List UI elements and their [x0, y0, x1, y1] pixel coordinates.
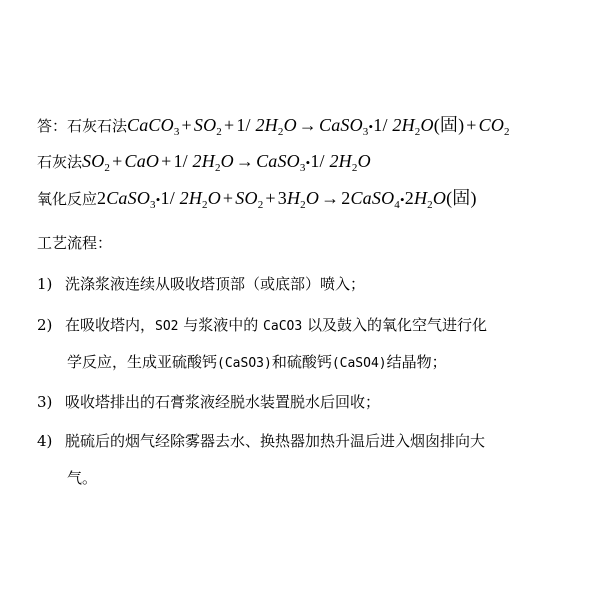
- list-text: 与浆液中的: [178, 316, 264, 334]
- list-text: 学反应，生成亚硫酸钙: [67, 353, 218, 371]
- list-text: 洗涤浆液连续从吸收塔顶部（或底部）喷入；: [65, 275, 366, 293]
- so2-term: SO2: [155, 319, 179, 334]
- list-item-4-continuation: [67, 471, 97, 486]
- list-number: 2): [37, 316, 53, 334]
- caso3-term: (CaSO3): [217, 356, 272, 371]
- list-item-4: [37, 434, 485, 449]
- caso4-term: (CaSO4): [331, 356, 387, 371]
- list-text: 气。: [67, 469, 98, 487]
- caco3-term: CaCO3: [263, 319, 303, 334]
- list-text: 和硫酸钙: [271, 353, 332, 371]
- limestone-equation: CaCO$_3$ + $SO_2 + 1/$ $2H_2O$ → CaSO$_3$•1/ $2H_2O$(固) + $CO_2$: [127, 115, 510, 138]
- lime-equation: $SO_2$ + CaO + 1/ $2H_2O$ → CaSO$_3$•1/ $2H_2O$: [82, 151, 371, 174]
- list-item-3: [37, 395, 380, 410]
- limestone-method-label: 答：石灰石法: [37, 117, 128, 135]
- oxidation-label: 氧化反应: [37, 190, 98, 208]
- equation-lime: [37, 151, 371, 174]
- list-item-2-continuation: [67, 355, 447, 370]
- list-text: 结晶物；: [386, 353, 447, 371]
- list-number: 1): [37, 275, 53, 293]
- equation-limestone: [37, 115, 510, 138]
- equation-oxidation: [37, 188, 477, 211]
- oxidation-equation: 2CaSO$_3$•1/ $2H_2O + SO_2 + 3H_2O$ → $2CaSO_4•2H_2O$(固): [97, 188, 477, 211]
- process-heading: 工艺流程：: [37, 234, 113, 252]
- list-number: 4): [37, 432, 53, 450]
- list-text: 脱硫后的烟气经除雾器去水、换热器加热升温后进入烟囱排向大: [65, 432, 486, 450]
- list-item-2: [37, 318, 487, 333]
- lime-method-label: 石灰法: [37, 153, 83, 171]
- list-text: 吸收塔排出的石膏浆液经脱水装置脱水后回收；: [65, 393, 381, 411]
- list-text: 以及鼓入的氧化空气进行化: [302, 316, 487, 334]
- list-item-1: [37, 277, 365, 292]
- list-number: 3): [37, 393, 53, 411]
- list-text: 在吸收塔内，: [65, 316, 156, 334]
